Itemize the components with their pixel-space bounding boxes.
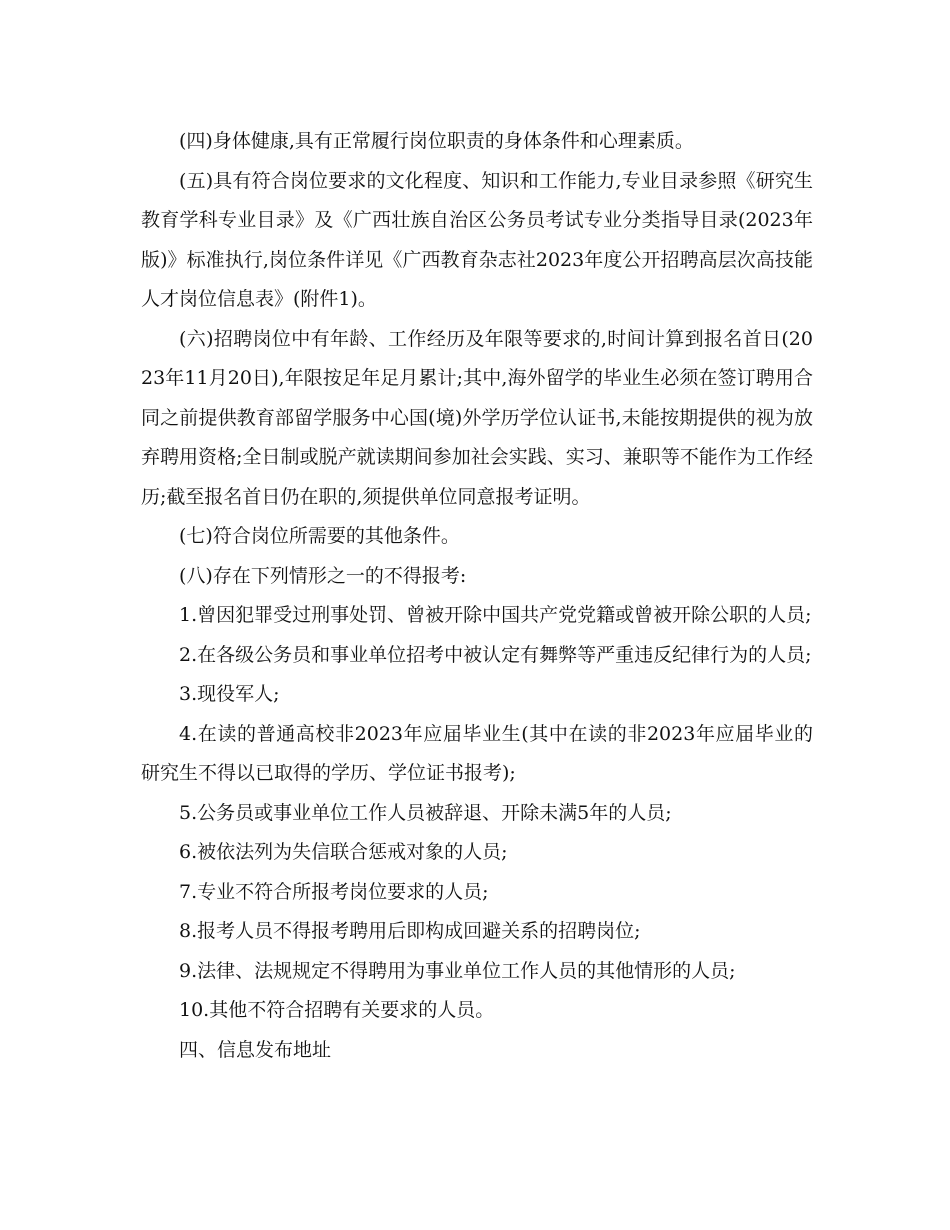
exclusion-item: 10.其他不符合招聘有关要求的人员。 — [179, 999, 495, 1021]
exclusion-item: 4.在读的普通高校非2023年应届毕业生(其中在读的非2023年应届毕业的研究生不得以已取得的学历、学位证书报考); — [141, 722, 813, 784]
exclusion-item: 2.在各级公务员和事业单位招考中被认定有舞弊等严重违反纪律行为的人员; — [179, 643, 812, 666]
paragraph-exclusion-intro: (八)存在下列情形之一的不得报考: — [179, 564, 467, 587]
section-heading-info-address: 四、信息发布地址 — [179, 1038, 332, 1061]
paragraph-age-experience-requirement: (六)招聘岗位中有年龄、工作经历及年限等要求的,时间计算到报名首日(2023年11月20日),年限按足年足月累计;其中,海外留学的毕业生必须在签订聘用合同之前提供教育部留学服务中心国(境)外学历学位认证书,未能按期提供的视为放弃聘用资格;全日制或脱产就读期间参加社会实践、实习、兼职等不能作为工作经历;截至报名首日仍在职的,须提供单位同意报考证明。 — [141, 327, 813, 508]
exclusion-item: 6.被依法列为失信联合惩戒对象的人员; — [179, 841, 508, 863]
exclusion-item: 8.报考人员不得报考聘用后即构成回避关系的招聘岗位; — [179, 920, 641, 942]
paragraph-education-requirement: (五)具有符合岗位要求的文化程度、知识和工作能力,专业目录参照《研究生教育学科专业目录》及《广西壮族自治区公务员考试专业分类指导目录(2023年版)》标准执行,岗位条件详见《广西教育杂志社2023年度公开招聘高层次高技能人才岗位信息表》(附件1)。 — [141, 169, 813, 310]
paragraph-health-requirement: (四)身体健康,具有正常履行岗位职责的身体条件和心理素质。 — [179, 130, 694, 152]
exclusion-item: 5.公务员或事业单位工作人员被辞退、开除未满5年的人员; — [179, 801, 672, 824]
exclusion-item: 1.曾因犯罪受过刑事处罚、曾被开除中国共产党党籍或曾被开除公职的人员; — [179, 604, 812, 626]
exclusion-item: 9.法律、法规规定不得聘用为事业单位工作人员的其他情形的人员; — [179, 959, 736, 982]
document-body — [141, 122, 813, 1070]
paragraph-other-conditions: (七)符合岗位所需要的其他条件。 — [179, 525, 460, 547]
exclusion-item: 7.专业不符合所报考岗位要求的人员; — [179, 880, 489, 903]
exclusion-item: 3.现役军人; — [179, 683, 280, 705]
